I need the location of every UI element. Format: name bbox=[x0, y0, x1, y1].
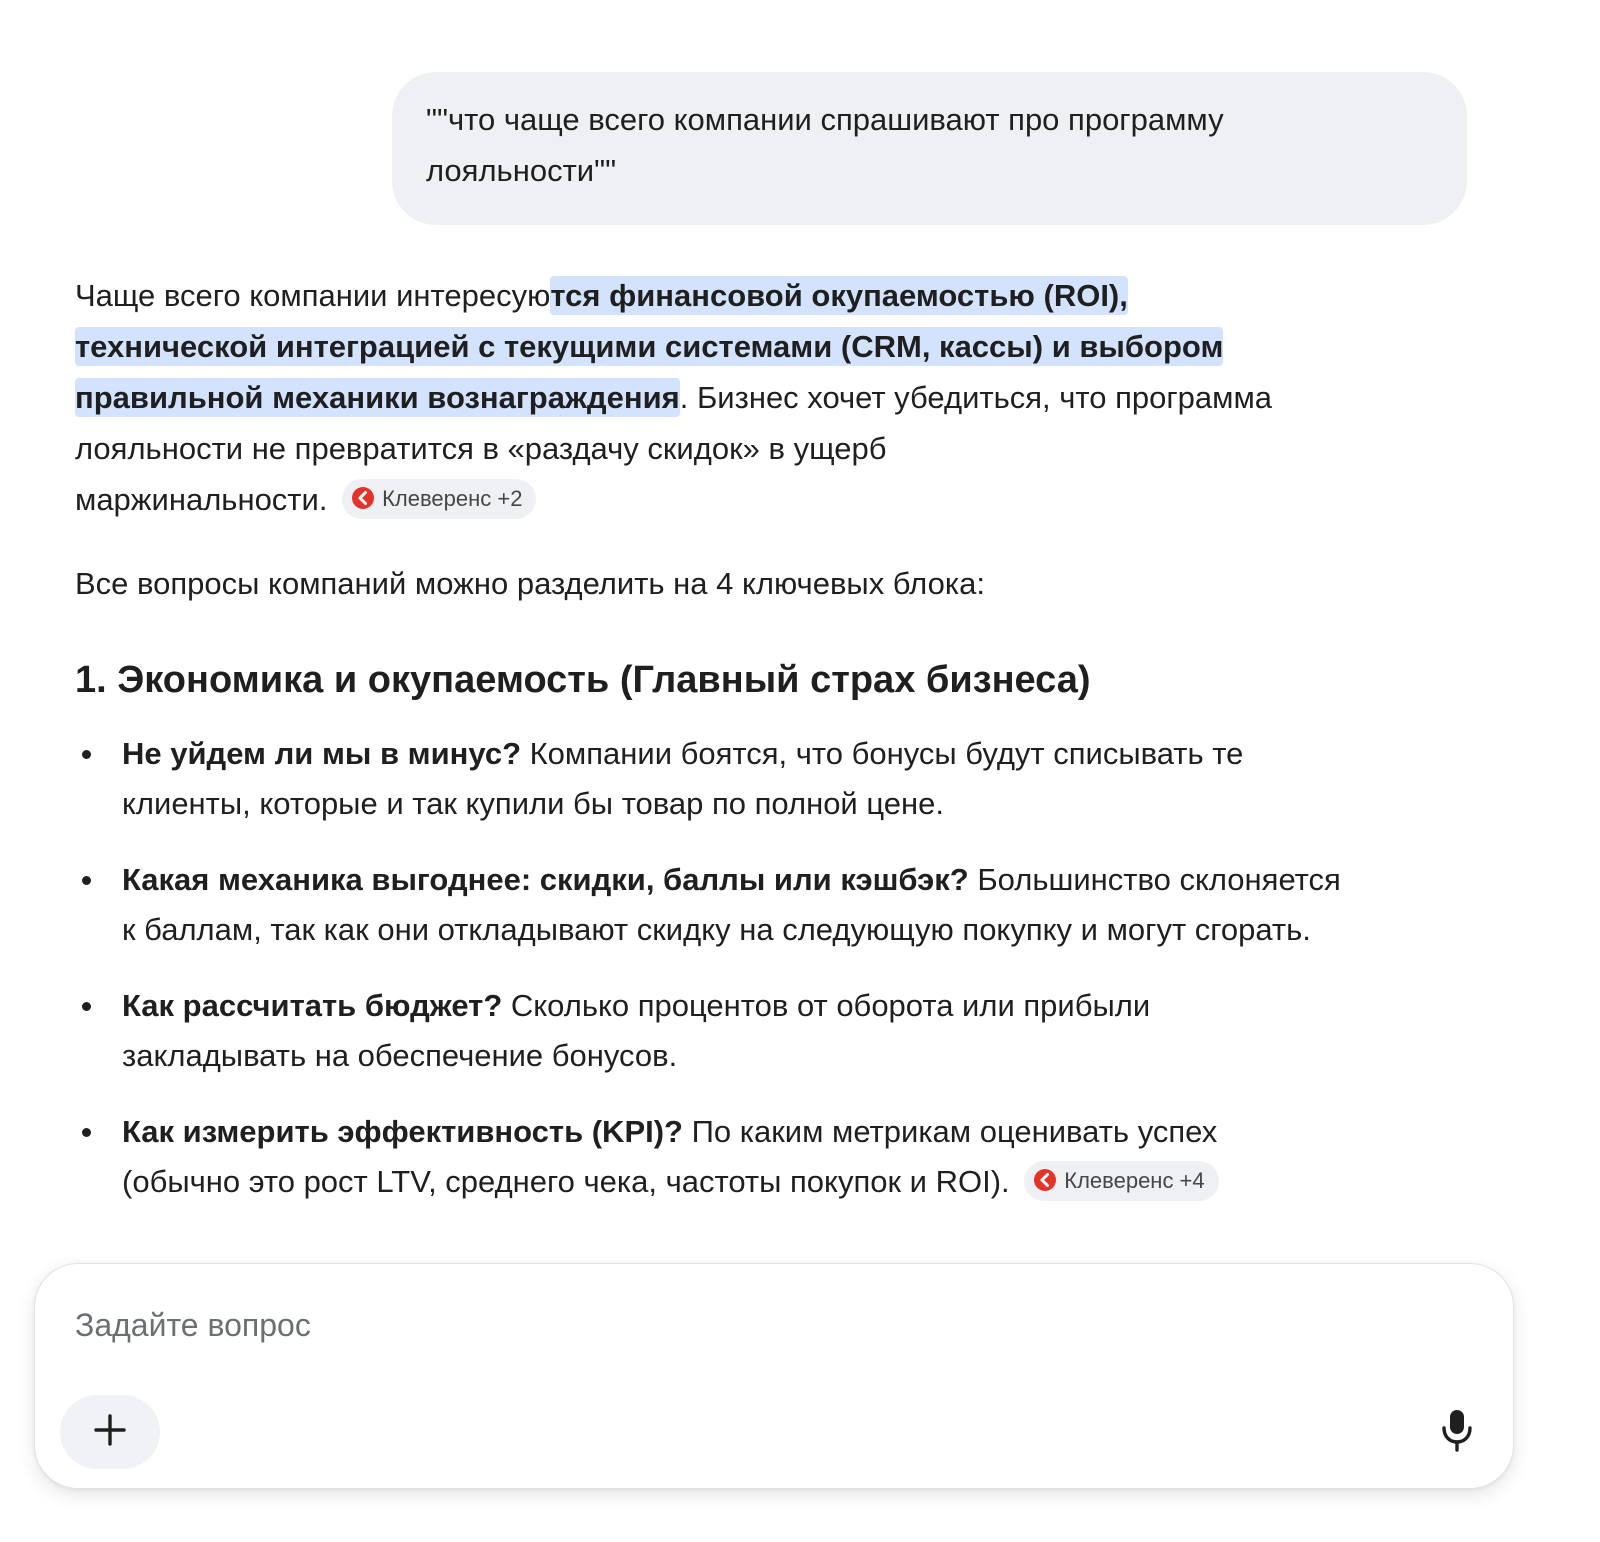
bullet-text: (обычно это рост LTV, среднего чека, частоты покупок и ROI). bbox=[122, 1164, 1010, 1199]
intro-highlight-part-1: тся финансовой окупаемостью (ROI), bbox=[550, 278, 1128, 313]
user-message-line-1: ""что чаще всего компании спрашивают про программу bbox=[426, 102, 1224, 137]
source-chip-1-label: Клеверенс +2 bbox=[382, 485, 523, 511]
voice-input-button[interactable] bbox=[1427, 1400, 1487, 1464]
source-logo-icon bbox=[352, 487, 374, 509]
list-item bbox=[75, 855, 1505, 955]
answer-intro-paragraph bbox=[75, 270, 1505, 525]
bullet-dot bbox=[82, 1128, 91, 1137]
bullet-text: к баллам, так как они откладывают скидку на следующую покупку и могут сгорать. bbox=[122, 912, 1311, 947]
list-item bbox=[75, 981, 1505, 1081]
bullet-text: закладывать на обеспечение бонусов. bbox=[122, 1038, 678, 1073]
bullet-dot bbox=[82, 1002, 91, 1011]
intro-highlight-part-2: технической интеграцией с текущими системами (CRM, кассы) и выбором bbox=[75, 329, 1224, 364]
plus-icon bbox=[93, 1413, 127, 1452]
source-chip-2[interactable] bbox=[1024, 1161, 1218, 1201]
bullet-bold-text: Какая механика выгоднее: скидки, баллы или кэшбэк? bbox=[122, 862, 969, 897]
add-attachment-button[interactable] bbox=[60, 1395, 160, 1469]
source-chip-1[interactable] bbox=[342, 479, 536, 519]
bullet-text: По каким метрикам оценивать успех bbox=[683, 1114, 1218, 1149]
bullet-text: Большинство склоняется bbox=[968, 862, 1341, 897]
microphone-icon bbox=[1440, 1408, 1474, 1457]
bullet-bold-text: Не уйдем ли мы в минус? bbox=[122, 736, 522, 771]
blocks-sentence: Все вопросы компаний можно разделить на 4 ключевых блока: bbox=[75, 566, 985, 601]
bullet-bold-text: Как измерить эффективность (KPI)? bbox=[122, 1114, 683, 1149]
intro-plain-end-c: маржинальности. bbox=[75, 482, 328, 517]
intro-highlight-part-3: правильной механики вознаграждения bbox=[75, 380, 680, 415]
bullet-text: Компании боятся, что бонусы будут списывать те bbox=[521, 736, 1244, 771]
message-composer bbox=[34, 1263, 1514, 1489]
intro-plain-start: Чаще всего компании интересую bbox=[75, 278, 551, 313]
bullet-list bbox=[75, 729, 1505, 1207]
source-chip-2-label: Клеверенс +4 bbox=[1064, 1167, 1205, 1193]
bullet-text: клиенты, которые и так купили бы товар по полной цене. bbox=[122, 786, 944, 821]
bullet-dot bbox=[82, 750, 91, 759]
intro-plain-end-b: лояльности не превратится в «раздачу скидок» в ущерб bbox=[75, 431, 887, 466]
user-message-line-2: лояльности"" bbox=[426, 153, 617, 188]
user-message-bubble bbox=[392, 72, 1467, 225]
bullet-dot bbox=[82, 876, 91, 885]
list-item bbox=[75, 1107, 1505, 1207]
question-input[interactable] bbox=[75, 1300, 1275, 1350]
intro-plain-end-a: . Бизнес хочет убедиться, что программа bbox=[679, 380, 1273, 415]
bullet-text: Сколько процентов от оборота или прибыли bbox=[502, 988, 1151, 1023]
section-heading: 1. Экономика и окупаемость (Главный страх бизнеса) bbox=[75, 659, 1091, 701]
assistant-answer bbox=[75, 270, 1505, 1233]
bullet-bold-text: Как рассчитать бюджет? bbox=[122, 988, 503, 1023]
list-item bbox=[75, 729, 1505, 829]
source-logo-icon bbox=[1034, 1169, 1056, 1191]
